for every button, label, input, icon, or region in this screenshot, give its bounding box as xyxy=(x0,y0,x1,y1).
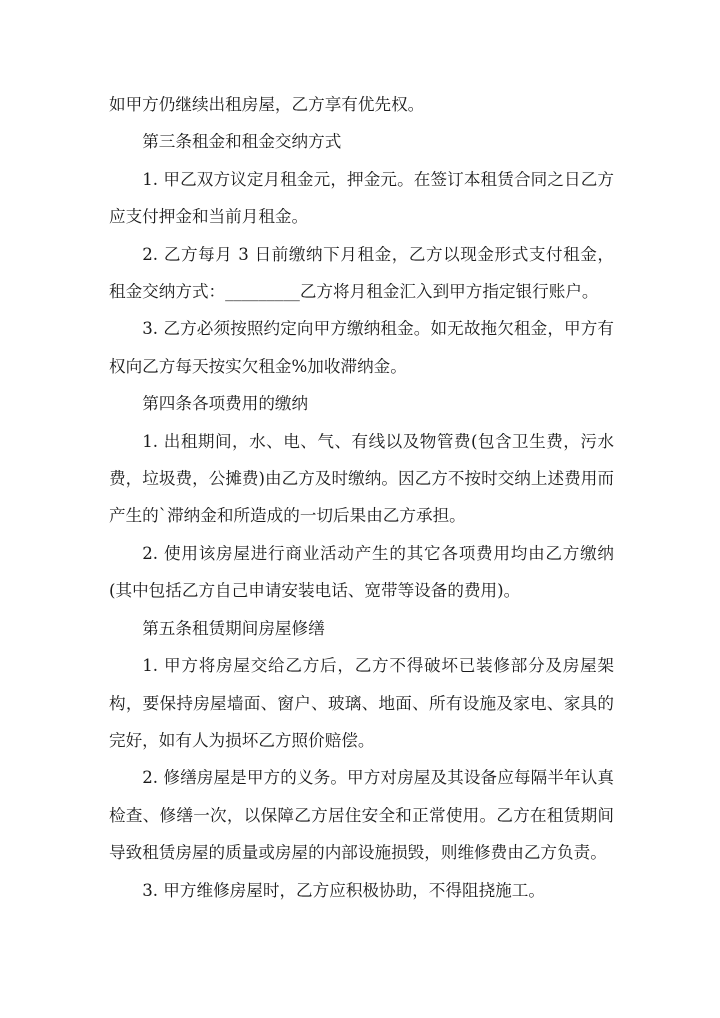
article-4-heading: 第四条各项费用的缴纳 xyxy=(142,394,309,414)
article-3-clause-3: 3. 乙方必须按照约定向甲方缴纳租金。如无故拖欠租金，甲方有权向乙方每天按实欠租金%加收滞纳金。 xyxy=(109,319,614,376)
article-3-clause-2: 2. 乙方每月 3 日前缴纳下月租金，乙方以现金形式支付租金，租金交纳方式：_________乙方将月租金汇入到甲方指定银行账户。 xyxy=(109,244,614,302)
article-4-clause-1: 1. 出租期间，水、电、气、有线以及物管费(包含卫生费，污水费，垃圾费，公摊费)由乙方及时缴纳。因乙方不按时交纳上述费用而产生的`滞纳金和所造成的一切后果由乙方承担。 xyxy=(109,431,614,526)
article-5-clause-1: 1. 甲方将房屋交给乙方后，乙方不得破坏已装修部分及房屋架构，要保持房屋墙面、窗户、玻璃、地面、所有设施及家电、家具的完好，如有人为损坏乙方照价赔偿。 xyxy=(109,656,614,750)
article-4-clause-2: 2. 使用该房屋进行商业活动产生的其它各项费用均由乙方缴纳(其中包括乙方自己申请安装电话、宽带等设备的费用)。 xyxy=(109,543,614,601)
article-3-heading: 第三条租金和租金交纳方式 xyxy=(142,132,342,152)
document-page xyxy=(109,86,614,909)
paragraph-continuation: 如甲方仍继续出租房屋，乙方享有优先权。 xyxy=(109,95,425,114)
article-5-clause-2: 2. 修缮房屋是甲方的义务。甲方对房屋及其设备应每隔半年认真检查、修缮一次，以保障乙方居住安全和正常使用。乙方在租赁期间导致租赁房屋的质量或房屋的内部设施损毁，则维修费由乙方负责。 xyxy=(109,768,614,863)
article-5-clause-3: 3. 甲方维修房屋时，乙方应积极协助，不得阻挠施工。 xyxy=(142,880,545,900)
article-3-clause-1: 1. 甲乙双方议定月租金元，押金元。在签订本租赁合同之日乙方应支付押金和当前月租金。 xyxy=(109,169,614,227)
article-5-heading: 第五条租赁期间房屋修缮 xyxy=(142,618,325,638)
